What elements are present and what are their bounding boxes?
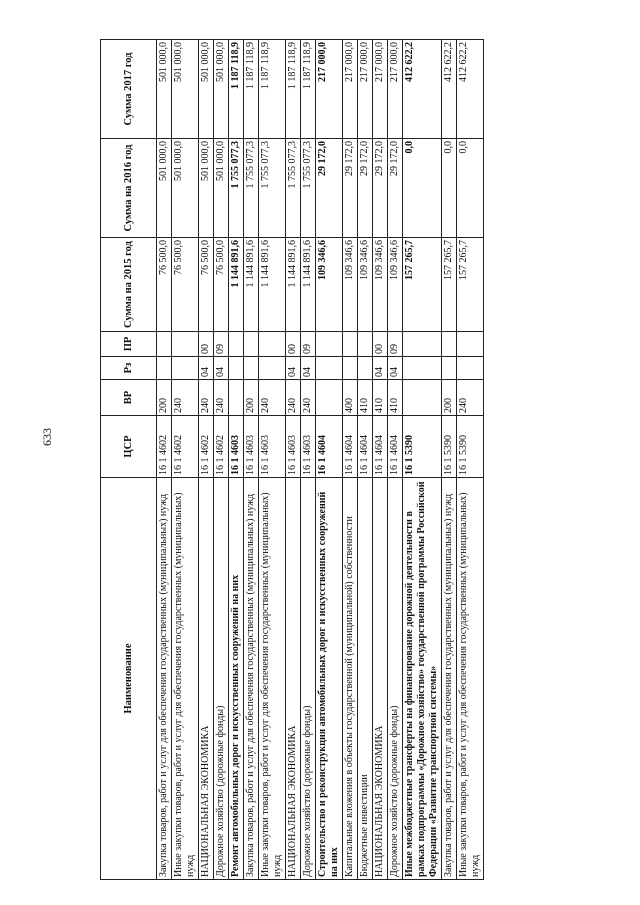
- cell-vr: [229, 380, 244, 416]
- cell-sum-2017: 501 000,0: [172, 40, 199, 139]
- header-csr: ЦСР: [101, 416, 157, 478]
- cell-sum-2017: 412 622,2: [403, 40, 442, 139]
- cell-name: Иные межбюджетные трансферты на финансирование дорожной деятельности в рамках подпрограммы «Дорожное хозяйство» государственной программы Российской Федерации «Развитие транспортной системы»: [403, 478, 442, 880]
- cell-rz: 04: [199, 357, 214, 380]
- cell-sum-2015: 1 144 891,6: [244, 238, 259, 332]
- table-row: [388, 40, 403, 880]
- cell-pr: [244, 332, 259, 357]
- cell-pr: [457, 332, 484, 357]
- cell-name: Иные закупки товаров, работ и услуг для обеспечения государственных (муниципальных) нужд: [172, 478, 199, 880]
- cell-vr: 240: [214, 380, 229, 416]
- cell-sum-2016: 29 172,0: [343, 139, 358, 238]
- cell-vr: 200: [157, 380, 172, 416]
- cell-name: Закупка товаров, работ и услуг для обеспечения государственных (муниципальных) нужд: [244, 478, 259, 880]
- cell-rz: [316, 357, 343, 380]
- cell-sum-2016: 29 172,0: [373, 139, 388, 238]
- cell-rz: [172, 357, 199, 380]
- table-row: [214, 40, 229, 880]
- cell-name: Дорожное хозяйство (дорожные фонды): [301, 478, 316, 880]
- cell-name: Дорожное хозяйство (дорожные фонды): [214, 478, 229, 880]
- cell-name: Ремонт автомобильных дорог и искусственных сооружений на них: [229, 478, 244, 880]
- cell-sum-2016: 1 755 077,3: [229, 139, 244, 238]
- cell-csr: 16 1 4602: [199, 416, 214, 478]
- cell-sum-2017: 501 000,0: [214, 40, 229, 139]
- cell-sum-2016: 1 755 077,3: [286, 139, 301, 238]
- cell-csr: 16 1 4604: [358, 416, 373, 478]
- cell-sum-2015: 109 346,6: [358, 238, 373, 332]
- table-row: [229, 40, 244, 880]
- cell-sum-2015: 1 144 891,6: [301, 238, 316, 332]
- cell-sum-2015: 109 346,6: [373, 238, 388, 332]
- cell-name: НАЦИОНАЛЬНАЯ ЭКОНОМИКА: [199, 478, 214, 880]
- cell-sum-2016: 0,0: [403, 139, 442, 238]
- header-vr: ВР: [101, 380, 157, 416]
- header-sum-2015: Сумма на 2015 год: [101, 238, 157, 332]
- cell-rz: 04: [214, 357, 229, 380]
- cell-vr: 240: [259, 380, 286, 416]
- cell-sum-2016: 0,0: [442, 139, 457, 238]
- cell-pr: [172, 332, 199, 357]
- cell-name: Закупка товаров, работ и услуг для обеспечения государственных (муниципальных) нужд: [157, 478, 172, 880]
- cell-sum-2017: 217 000,0: [373, 40, 388, 139]
- header-row: [101, 40, 157, 880]
- table-body: [157, 40, 484, 880]
- cell-sum-2015: 157 265,7: [403, 238, 442, 332]
- header-sum-2017: Сумма 2017 год: [101, 40, 157, 139]
- cell-sum-2017: 217 000,0: [343, 40, 358, 139]
- cell-name: Дорожное хозяйство (дорожные фонды): [388, 478, 403, 880]
- cell-vr: 240: [301, 380, 316, 416]
- cell-rz: [457, 357, 484, 380]
- cell-csr: 16 1 4602: [214, 416, 229, 478]
- cell-pr: [259, 332, 286, 357]
- cell-sum-2015: 76 500,0: [214, 238, 229, 332]
- cell-sum-2015: 109 346,6: [388, 238, 403, 332]
- cell-csr: 16 1 4603: [259, 416, 286, 478]
- cell-sum-2016: 501 000,0: [172, 139, 199, 238]
- cell-sum-2016: 0,0: [457, 139, 484, 238]
- cell-sum-2017: 1 187 118,9: [229, 40, 244, 139]
- table-row: [442, 40, 457, 880]
- cell-sum-2016: 29 172,0: [316, 139, 343, 238]
- cell-rz: 04: [388, 357, 403, 380]
- cell-csr: 16 1 4604: [388, 416, 403, 478]
- cell-pr: 00: [286, 332, 301, 357]
- cell-sum-2017: 501 000,0: [157, 40, 172, 139]
- cell-rz: [229, 357, 244, 380]
- page-number: 633: [40, 428, 54, 446]
- cell-pr: 09: [388, 332, 403, 357]
- cell-sum-2015: 76 500,0: [172, 238, 199, 332]
- cell-rz: [358, 357, 373, 380]
- rotated-table-container: [100, 40, 570, 880]
- cell-vr: 410: [373, 380, 388, 416]
- cell-sum-2015: 1 144 891,6: [229, 238, 244, 332]
- cell-vr: [316, 380, 343, 416]
- cell-sum-2016: 501 000,0: [199, 139, 214, 238]
- cell-name: Иные закупки товаров, работ и услуг для обеспечения государственных (муниципальных) нужд: [259, 478, 286, 880]
- cell-vr: 200: [244, 380, 259, 416]
- cell-rz: [244, 357, 259, 380]
- table-row: [199, 40, 214, 880]
- cell-sum-2017: 217 000,0: [316, 40, 343, 139]
- cell-csr: 16 1 4602: [157, 416, 172, 478]
- cell-sum-2015: 157 265,7: [442, 238, 457, 332]
- cell-rz: 04: [286, 357, 301, 380]
- table-row: [373, 40, 388, 880]
- cell-vr: [403, 380, 442, 416]
- table-row: [403, 40, 442, 880]
- cell-sum-2016: 501 000,0: [157, 139, 172, 238]
- cell-pr: 09: [214, 332, 229, 357]
- cell-csr: 16 1 5390: [442, 416, 457, 478]
- cell-sum-2016: 501 000,0: [214, 139, 229, 238]
- cell-sum-2015: 109 346,6: [316, 238, 343, 332]
- cell-sum-2016: 29 172,0: [358, 139, 373, 238]
- cell-csr: 16 1 4602: [172, 416, 199, 478]
- table-row: [259, 40, 286, 880]
- cell-name: Капитальные вложения в объекты государственной (муниципальной) собственности: [343, 478, 358, 880]
- table-row: [286, 40, 301, 880]
- cell-name: НАЦИОНАЛЬНАЯ ЭКОНОМИКА: [373, 478, 388, 880]
- cell-vr: 240: [286, 380, 301, 416]
- cell-pr: 00: [373, 332, 388, 357]
- cell-vr: 410: [358, 380, 373, 416]
- cell-sum-2015: 76 500,0: [199, 238, 214, 332]
- budget-table: [100, 39, 484, 880]
- cell-pr: [442, 332, 457, 357]
- cell-csr: 16 1 5390: [403, 416, 442, 478]
- cell-vr: 410: [388, 380, 403, 416]
- cell-sum-2017: 412 622,2: [457, 40, 484, 139]
- cell-pr: [358, 332, 373, 357]
- cell-sum-2015: 76 500,0: [157, 238, 172, 332]
- cell-sum-2015: 157 265,7: [457, 238, 484, 332]
- table-row: [301, 40, 316, 880]
- cell-vr: 240: [172, 380, 199, 416]
- cell-name: НАЦИОНАЛЬНАЯ ЭКОНОМИКА: [286, 478, 301, 880]
- cell-rz: 04: [301, 357, 316, 380]
- cell-vr: 200: [442, 380, 457, 416]
- table-row: [172, 40, 199, 880]
- cell-vr: 240: [199, 380, 214, 416]
- cell-name: Строительство и реконструкция автомобильных дорог и искусственных сооружений на них: [316, 478, 343, 880]
- cell-csr: 16 1 4603: [286, 416, 301, 478]
- cell-rz: 04: [373, 357, 388, 380]
- cell-pr: [157, 332, 172, 357]
- cell-csr: 16 1 4603: [229, 416, 244, 478]
- cell-sum-2017: 217 000,0: [388, 40, 403, 139]
- table-row: [457, 40, 484, 880]
- cell-name: Закупка товаров, работ и услуг для обеспечения государственных (муниципальных) нужд: [442, 478, 457, 880]
- header-pr: ПР: [101, 332, 157, 357]
- cell-rz: [403, 357, 442, 380]
- cell-pr: [403, 332, 442, 357]
- table-row: [358, 40, 373, 880]
- cell-name: Бюджетные инвестиции: [358, 478, 373, 880]
- table-row: [343, 40, 358, 880]
- cell-sum-2017: 1 187 118,9: [244, 40, 259, 139]
- cell-sum-2017: 1 187 118,9: [301, 40, 316, 139]
- cell-sum-2016: 1 755 077,3: [259, 139, 286, 238]
- cell-csr: 16 1 4603: [244, 416, 259, 478]
- cell-sum-2016: 29 172,0: [388, 139, 403, 238]
- cell-csr: 16 1 4604: [343, 416, 358, 478]
- cell-rz: [157, 357, 172, 380]
- table-row: [244, 40, 259, 880]
- cell-sum-2015: 1 144 891,6: [259, 238, 286, 332]
- cell-csr: 16 1 4603: [301, 416, 316, 478]
- cell-name: Иные закупки товаров, работ и услуг для обеспечения государственных (муниципальных) нужд: [457, 478, 484, 880]
- cell-rz: [343, 357, 358, 380]
- cell-pr: 09: [301, 332, 316, 357]
- cell-sum-2016: 1 755 077,3: [301, 139, 316, 238]
- cell-sum-2017: 412 622,2: [442, 40, 457, 139]
- cell-pr: [316, 332, 343, 357]
- cell-sum-2015: 1 144 891,6: [286, 238, 301, 332]
- cell-sum-2016: 1 755 077,3: [244, 139, 259, 238]
- cell-sum-2015: 109 346,6: [343, 238, 358, 332]
- cell-pr: [229, 332, 244, 357]
- cell-csr: 16 1 4604: [373, 416, 388, 478]
- cell-rz: [259, 357, 286, 380]
- header-sum-2016: Сумма на 2016 год: [101, 139, 157, 238]
- cell-rz: [442, 357, 457, 380]
- table-row: [316, 40, 343, 880]
- cell-sum-2017: 1 187 118,9: [259, 40, 286, 139]
- cell-sum-2017: 217 000,0: [358, 40, 373, 139]
- header-rz: Рз: [101, 357, 157, 380]
- header-name: Наименование: [101, 478, 157, 880]
- cell-sum-2017: 501 000,0: [199, 40, 214, 139]
- cell-vr: 400: [343, 380, 358, 416]
- cell-sum-2017: 1 187 118,9: [286, 40, 301, 139]
- cell-pr: 00: [199, 332, 214, 357]
- cell-csr: 16 1 5390: [457, 416, 484, 478]
- cell-csr: 16 1 4604: [316, 416, 343, 478]
- cell-vr: 240: [457, 380, 484, 416]
- table-row: [157, 40, 172, 880]
- cell-pr: [343, 332, 358, 357]
